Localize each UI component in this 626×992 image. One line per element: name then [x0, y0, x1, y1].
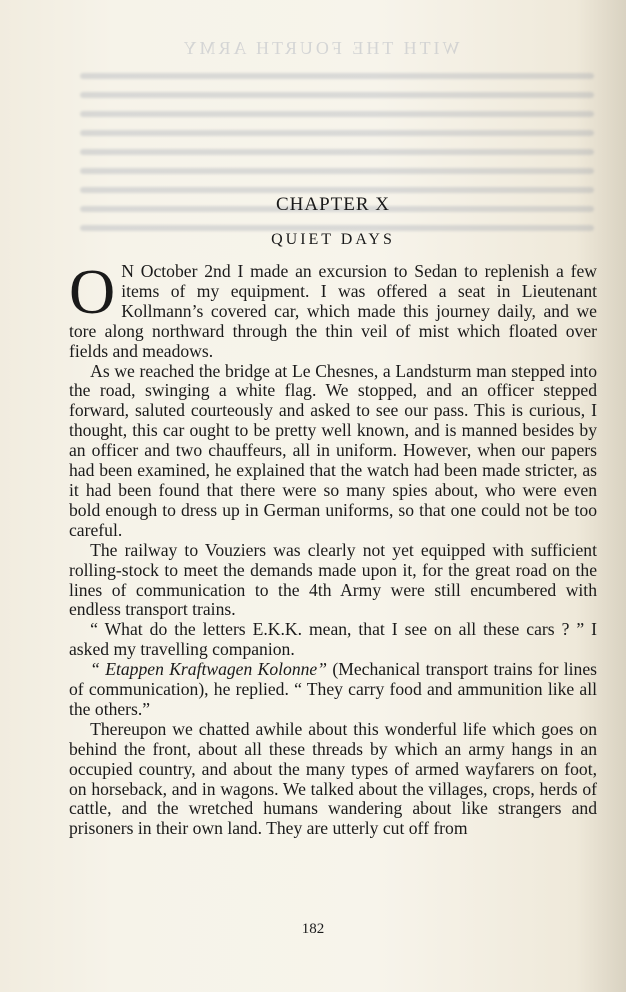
paragraph [69, 660, 597, 720]
paragraph-text: N October 2nd I made an excursion to Sedan to replenish a few items of my equipment. I was offered a seat in Lieutenant Kollmann’s covered car, which made this journey daily, and we tore along northward through the thin veil of mist which floated over fields and meadows. [69, 261, 597, 361]
chapter-title: CHAPTER X [275, 194, 391, 215]
drop-cap: O [69, 256, 116, 327]
page-number: 182 [301, 921, 325, 937]
paragraph: “ What do the letters E.K.K. mean, that I see on all these cars ? ” I asked my travelling companion. [69, 619, 597, 660]
paragraph-text: (Mechanical transport trains for lines of communication), he replied. “ They carry food and ammunition like all the others.” [69, 659, 597, 719]
paragraph [69, 256, 597, 362]
paragraph: Thereupon we chatted awhile about this wonderful life which goes on behind the front, about all these threads by which an army hangs in an occupied country, and about the many types of armed wayfarers on foot, on horseback, and in wagons. We talked about the villages, crops, herds of cattle, and the wretched humans wandering about like strangers and prisoners in their own land. They are utterly cut off from [69, 718, 597, 839]
page-text [69, 190, 597, 839]
italic-phrase: “ Etappen Kraftwagen Kolonne” [90, 659, 328, 680]
paragraph: As we reached the bridge at Le Chesnes, a Landsturm man stepped into the road, swinging a white flag. We stopped, and an officer stepped forward, saluted courteously and asked to see our pass. This is curious, I thought, this car ought to be pretty well known, and is manned besides by an officer and two chauffeurs, all in uniform. However, when our papers had been examined, he explained that the watch had been made stricter, as it had been found that there were so many spies about, who were even bold enough to dress up in German uniforms, so that one could not be too careful. [69, 360, 597, 540]
bleed-through-header: WITH THE FOURTH ARMY [180, 38, 460, 58]
chapter-subtitle: QUIET DAYS [271, 231, 395, 248]
paragraph: The railway to Vouziers was clearly not yet equipped with sufficient rolling-stock to meet the demands made upon it, for the great road on the lines of communication to the 4th Army were still encumbered with endless transport trains. [69, 539, 597, 620]
